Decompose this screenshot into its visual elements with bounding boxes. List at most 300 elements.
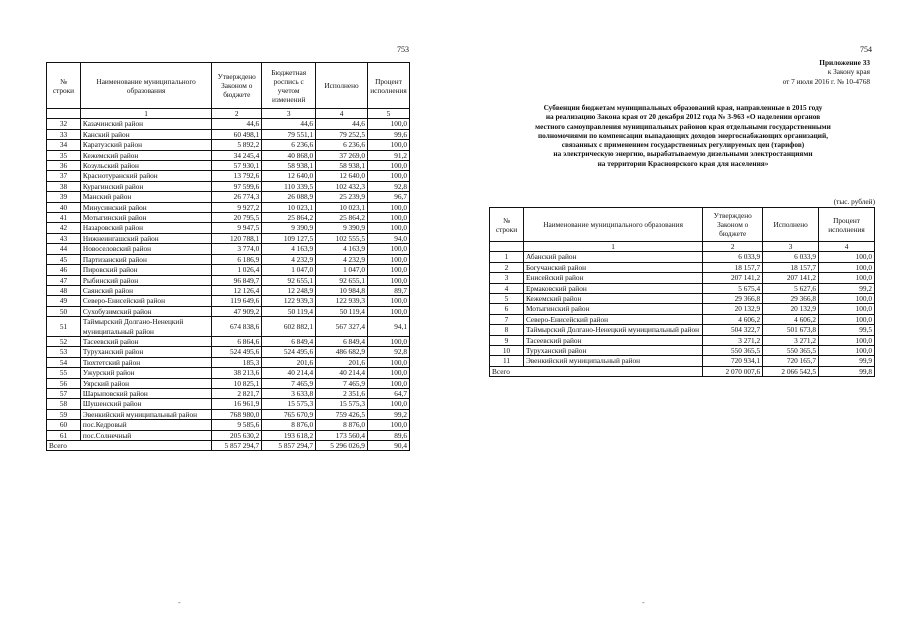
- row-number-cell: 50: [47, 306, 81, 316]
- budget-schedule-cell: 7 465,9: [262, 378, 316, 388]
- percent-cell: 100,0: [819, 294, 875, 304]
- table-row: [47, 244, 410, 254]
- table-row: [47, 213, 410, 223]
- col-header-row-number: № строки: [47, 63, 81, 109]
- executed-cell: 6 033,9: [763, 252, 819, 262]
- column-index-cell: [47, 109, 81, 119]
- row-number-cell: 40: [47, 202, 81, 212]
- row-number-cell: 51: [47, 317, 81, 337]
- executed-cell: 759 426,5: [316, 409, 368, 419]
- table-row: [47, 388, 410, 398]
- row-number-cell: 38: [47, 181, 81, 191]
- table-row: [490, 294, 875, 304]
- percent-cell: 94,1: [367, 317, 409, 337]
- executed-cell: 10 984,8: [316, 285, 368, 295]
- percent-cell: 92,8: [367, 347, 409, 357]
- approved-cell: 18 157,7: [703, 262, 763, 272]
- municipality-name-cell: Пировский район: [80, 265, 211, 275]
- municipality-name-cell: Нижнеингашский район: [80, 233, 211, 243]
- scan-mark: -: [642, 598, 645, 607]
- municipality-name-cell: Северо-Енисейский район: [523, 314, 702, 324]
- executed-cell: 486 682,9: [316, 347, 368, 357]
- executed-cell: 201,6: [316, 357, 368, 367]
- total-executed-cell: 5 296 026,9: [316, 441, 368, 451]
- budget-schedule-cell: 26 088,9: [262, 192, 316, 202]
- municipality-name-cell: Туруханский район: [523, 346, 702, 356]
- executed-cell: 5 627,6: [763, 283, 819, 293]
- executed-cell: 50 119,4: [316, 306, 368, 316]
- table-row: [490, 346, 875, 356]
- municipality-name-cell: Краснотуранский район: [80, 171, 211, 181]
- budget-schedule-cell: 6 849,4: [262, 336, 316, 346]
- col-header-executed: Исполнено: [763, 208, 819, 242]
- row-number-cell: 35: [47, 150, 81, 160]
- table-row: [47, 285, 410, 295]
- col-header-municipality: Наименование муниципального образования: [80, 63, 211, 109]
- municipality-name-cell: Кежемский район: [523, 294, 702, 304]
- table-row: [47, 202, 410, 212]
- municipality-name-cell: Туруханский район: [80, 347, 211, 357]
- percent-cell: 100,0: [367, 368, 409, 378]
- percent-cell: 100,0: [367, 223, 409, 233]
- municipality-name-cell: пос.Солнечный: [80, 430, 211, 440]
- percent-cell: 100,0: [819, 335, 875, 345]
- budget-schedule-cell: 524 495,6: [262, 347, 316, 357]
- column-index-cell: 2: [212, 109, 262, 119]
- approved-cell: 6 186,9: [212, 254, 262, 264]
- scan-mark: -: [178, 598, 181, 607]
- percent-cell: 100,0: [367, 306, 409, 316]
- percent-cell: 99,6: [367, 129, 409, 139]
- title-line: связанных с применением государственных регулируемых цен (тарифов): [561, 140, 805, 150]
- executed-cell: 25 239,9: [316, 192, 368, 202]
- municipality-name-cell: Эвенкийский муниципальный район: [523, 356, 702, 366]
- budget-schedule-cell: 9 390,9: [262, 223, 316, 233]
- executed-cell: 15 575,3: [316, 399, 368, 409]
- table-row: [47, 140, 410, 150]
- row-number-cell: 57: [47, 388, 81, 398]
- municipality-name-cell: Тасеевский район: [523, 335, 702, 345]
- percent-cell: 100,0: [819, 252, 875, 262]
- title-line: местного самоуправления муниципальных районов края отдельными государственными: [535, 121, 831, 131]
- budget-schedule-cell: 1 047,0: [262, 265, 316, 275]
- percent-cell: 99,2: [819, 283, 875, 293]
- table-row: [47, 378, 410, 388]
- approved-cell: 205 630,2: [212, 430, 262, 440]
- column-index-cell: 2: [703, 242, 763, 252]
- approved-cell: 6 033,9: [703, 252, 763, 262]
- percent-cell: 99,9: [819, 356, 875, 366]
- row-number-cell: 32: [47, 119, 81, 129]
- col-header-executed: Исполнено: [316, 63, 368, 109]
- municipality-name-cell: Абанский район: [523, 252, 702, 262]
- municipality-name-cell: Козульский район: [80, 161, 211, 171]
- budget-schedule-cell: 201,6: [262, 357, 316, 367]
- budget-schedule-cell: 6 236,6: [262, 140, 316, 150]
- table-row: [47, 171, 410, 181]
- col-header-percent: Процент исполнения: [819, 208, 875, 242]
- budget-schedule-cell: 92 655,1: [262, 275, 316, 285]
- budget-schedule-cell: 4 232,9: [262, 254, 316, 264]
- approved-cell: 5 675,4: [703, 283, 763, 293]
- right-page-number: 754: [860, 45, 872, 54]
- row-number-cell: 2: [490, 262, 524, 272]
- percent-cell: 99,5: [819, 325, 875, 335]
- municipality-name-cell: Минусинский район: [80, 202, 211, 212]
- title-line: на реализацию Закона края от 20 декабря 2012 года № 3-963 «О наделении органов: [545, 112, 821, 122]
- appendix-block: [700, 58, 870, 86]
- budget-schedule-cell: 44,6: [262, 119, 316, 129]
- municipality-name-cell: Енисейский район: [523, 273, 702, 283]
- table-row: [47, 181, 410, 191]
- percent-cell: 100,0: [367, 357, 409, 367]
- row-number-cell: 48: [47, 285, 81, 295]
- approved-cell: 9 585,6: [212, 420, 262, 430]
- percent-cell: 100,0: [367, 336, 409, 346]
- approved-cell: 29 366,8: [703, 294, 763, 304]
- percent-cell: 94,0: [367, 233, 409, 243]
- budget-schedule-cell: 12 640,0: [262, 171, 316, 181]
- budget-schedule-cell: 122 939,3: [262, 296, 316, 306]
- percent-cell: 100,0: [819, 273, 875, 283]
- percent-cell: 100,0: [819, 314, 875, 324]
- table-row: [47, 306, 410, 316]
- total-percent-cell: 99,8: [819, 366, 875, 376]
- row-number-cell: 8: [490, 325, 524, 335]
- left-subsidy-table: [46, 62, 410, 451]
- executed-cell: 4 232,9: [316, 254, 368, 264]
- total-budget-schedule-cell: 5 857 294,7: [262, 441, 316, 451]
- left-page-number: 753: [397, 45, 409, 54]
- row-number-cell: 1: [490, 252, 524, 262]
- municipality-name-cell: Партизанский район: [80, 254, 211, 264]
- row-number-cell: 9: [490, 335, 524, 345]
- col-header-approved: Утверждено Законом о бюджете: [703, 208, 763, 242]
- municipality-name-cell: Кежемский район: [80, 150, 211, 160]
- total-label-cell: Всего: [490, 366, 703, 376]
- title-line: полномочиями по компенсации выпадающих доходов энергоснабжающих организаций,: [537, 130, 829, 140]
- row-number-cell: 7: [490, 314, 524, 324]
- row-number-cell: 55: [47, 368, 81, 378]
- table-row: [47, 409, 410, 419]
- column-index-cell: 1: [523, 242, 702, 252]
- table-row: [47, 317, 410, 337]
- executed-cell: 550 365,5: [763, 346, 819, 356]
- table-row: [490, 356, 875, 366]
- budget-schedule-cell: 10 023,1: [262, 202, 316, 212]
- percent-cell: 100,0: [819, 346, 875, 356]
- approved-cell: 185,3: [212, 357, 262, 367]
- municipality-name-cell: Богучанский район: [523, 262, 702, 272]
- percent-cell: 100,0: [367, 171, 409, 181]
- row-number-cell: 3: [490, 273, 524, 283]
- executed-cell: 9 390,9: [316, 223, 368, 233]
- total-approved-cell: 2 070 007,6: [703, 366, 763, 376]
- approved-cell: 38 213,6: [212, 368, 262, 378]
- budget-schedule-cell: 109 127,5: [262, 233, 316, 243]
- municipality-name-cell: Курагинский район: [80, 181, 211, 191]
- municipality-name-cell: Уярский район: [80, 378, 211, 388]
- approved-cell: 16 961,9: [212, 399, 262, 409]
- column-index-cell: 4: [819, 242, 875, 252]
- column-index-cell: 1: [80, 109, 211, 119]
- approved-cell: 20 132,9: [703, 304, 763, 314]
- total-executed-cell: 2 066 542,5: [763, 366, 819, 376]
- executed-cell: 6 236,6: [316, 140, 368, 150]
- budget-schedule-cell: 3 633,8: [262, 388, 316, 398]
- total-row: [47, 441, 410, 451]
- executed-cell: 102 432,3: [316, 181, 368, 191]
- table-row: [490, 314, 875, 324]
- row-number-cell: 34: [47, 140, 81, 150]
- municipality-name-cell: Казачинский район: [80, 119, 211, 129]
- percent-cell: 92,8: [367, 181, 409, 191]
- budget-schedule-cell: 40 214,4: [262, 368, 316, 378]
- row-number-cell: 49: [47, 296, 81, 306]
- table-row: [490, 252, 875, 262]
- approved-cell: 47 909,2: [212, 306, 262, 316]
- col-header-percent: Процент исполнения: [367, 63, 409, 109]
- executed-cell: 567 327,4: [316, 317, 368, 337]
- municipality-name-cell: Назаровский район: [80, 223, 211, 233]
- table-row: [47, 336, 410, 346]
- row-number-cell: 43: [47, 233, 81, 243]
- approved-cell: 9 927,2: [212, 202, 262, 212]
- percent-cell: 100,0: [367, 213, 409, 223]
- approved-cell: 720 934,1: [703, 356, 763, 366]
- executed-cell: 3 271,2: [763, 335, 819, 345]
- table-row: [490, 262, 875, 272]
- percent-cell: 100,0: [367, 399, 409, 409]
- percent-cell: 96,7: [367, 192, 409, 202]
- executed-cell: 20 132,9: [763, 304, 819, 314]
- budget-schedule-cell: 602 882,1: [262, 317, 316, 337]
- table-row: [47, 347, 410, 357]
- approved-cell: 119 649,6: [212, 296, 262, 306]
- executed-cell: 1 047,0: [316, 265, 368, 275]
- percent-cell: 89,7: [367, 285, 409, 295]
- row-number-cell: 11: [490, 356, 524, 366]
- table-row: [47, 399, 410, 409]
- approved-cell: 44,6: [212, 119, 262, 129]
- row-number-cell: 5: [490, 294, 524, 304]
- table-row: [490, 283, 875, 293]
- executed-cell: 7 465,9: [316, 378, 368, 388]
- approved-cell: 3 271,2: [703, 335, 763, 345]
- municipality-name-cell: Манский район: [80, 192, 211, 202]
- row-number-cell: 45: [47, 254, 81, 264]
- executed-cell: 18 157,7: [763, 262, 819, 272]
- executed-cell: 173 560,4: [316, 430, 368, 440]
- right-subsidy-table: [489, 207, 875, 377]
- table-row: [47, 223, 410, 233]
- appendix-number: Приложение 33: [819, 58, 870, 67]
- executed-cell: 79 252,5: [316, 129, 368, 139]
- row-number-cell: 59: [47, 409, 81, 419]
- approved-cell: 57 930,1: [212, 161, 262, 171]
- approved-cell: 550 365,5: [703, 346, 763, 356]
- municipality-name-cell: Ужурский район: [80, 368, 211, 378]
- executed-cell: 37 269,0: [316, 150, 368, 160]
- appendix-date: от 7 июля 2016 г. № 10-4768: [782, 76, 870, 86]
- row-number-cell: 33: [47, 129, 81, 139]
- executed-cell: 207 141,2: [763, 273, 819, 283]
- budget-schedule-cell: 50 119,4: [262, 306, 316, 316]
- municipality-name-cell: Эвенкийский муниципальный район: [80, 409, 211, 419]
- table-row: [47, 129, 410, 139]
- column-index-cell: [490, 242, 524, 252]
- approved-cell: 60 498,1: [212, 129, 262, 139]
- percent-cell: 100,0: [367, 244, 409, 254]
- approved-cell: 20 795,5: [212, 213, 262, 223]
- executed-cell: 8 876,0: [316, 420, 368, 430]
- approved-cell: 96 849,7: [212, 275, 262, 285]
- col-header-municipality: Наименование муниципального образования: [523, 208, 702, 242]
- col-header-row-number: № строки: [490, 208, 524, 242]
- municipality-name-cell: Шушенский район: [80, 399, 211, 409]
- row-number-cell: 47: [47, 275, 81, 285]
- row-number-cell: 4: [490, 283, 524, 293]
- approved-cell: 13 792,6: [212, 171, 262, 181]
- total-label-cell: Всего: [47, 441, 212, 451]
- approved-cell: 3 774,0: [212, 244, 262, 254]
- total-row: [490, 366, 875, 376]
- appendix-law-ref: к Закону края: [827, 67, 870, 77]
- approved-cell: 504 322,7: [703, 325, 763, 335]
- col-header-approved: Утверждено Законом о бюджете: [212, 63, 262, 109]
- percent-cell: 100,0: [819, 262, 875, 272]
- percent-cell: 100,0: [819, 304, 875, 314]
- row-number-cell: 46: [47, 265, 81, 275]
- table-row: [47, 150, 410, 160]
- percent-cell: 100,0: [367, 161, 409, 171]
- percent-cell: 100,0: [367, 420, 409, 430]
- budget-schedule-cell: 15 575,3: [262, 399, 316, 409]
- percent-cell: 91,2: [367, 150, 409, 160]
- approved-cell: 6 864,6: [212, 336, 262, 346]
- table-row: [47, 119, 410, 129]
- executed-cell: 102 555,5: [316, 233, 368, 243]
- executed-cell: 4 606,2: [763, 314, 819, 324]
- row-number-cell: 39: [47, 192, 81, 202]
- executed-cell: 44,6: [316, 119, 368, 129]
- row-number-cell: 58: [47, 399, 81, 409]
- percent-cell: 99,2: [367, 409, 409, 419]
- row-number-cell: 61: [47, 430, 81, 440]
- table-row: [47, 357, 410, 367]
- executed-cell: 10 023,1: [316, 202, 368, 212]
- table-row: [490, 273, 875, 283]
- title-line: на электрическую энергию, вырабатываемую дизельными электростанциями: [553, 149, 813, 159]
- approved-cell: 120 788,1: [212, 233, 262, 243]
- municipality-name-cell: Северо-Енисейский район: [80, 296, 211, 306]
- percent-cell: 64,7: [367, 388, 409, 398]
- approved-cell: 1 026,4: [212, 265, 262, 275]
- municipality-name-cell: Канский район: [80, 129, 211, 139]
- row-number-cell: 44: [47, 244, 81, 254]
- executed-cell: 58 938,1: [316, 161, 368, 171]
- municipality-name-cell: Ермаковский район: [523, 283, 702, 293]
- budget-schedule-cell: 58 938,1: [262, 161, 316, 171]
- municipality-name-cell: Рыбинский район: [80, 275, 211, 285]
- table-row: [47, 265, 410, 275]
- executed-cell: 501 673,8: [763, 325, 819, 335]
- col-header-budget-schedule: Бюджетная роспись с учетом изменений: [262, 63, 316, 109]
- budget-schedule-cell: 4 163,9: [262, 244, 316, 254]
- table-row: [47, 296, 410, 306]
- title-line: Субвенции бюджетам муниципальных образований края, направленные в 2015 году: [543, 103, 823, 112]
- column-index-cell: 5: [367, 109, 409, 119]
- executed-cell: 122 939,3: [316, 296, 368, 306]
- units-label: (тыс. рублей): [833, 197, 875, 206]
- approved-cell: 97 599,6: [212, 181, 262, 191]
- approved-cell: 674 838,6: [212, 317, 262, 337]
- municipality-name-cell: Мотыгинский район: [523, 304, 702, 314]
- column-index-cell: 3: [262, 109, 316, 119]
- total-approved-cell: 5 857 294,7: [212, 441, 262, 451]
- row-number-cell: 52: [47, 336, 81, 346]
- document-title: [492, 103, 874, 168]
- approved-cell: 34 245,4: [212, 150, 262, 160]
- percent-cell: 100,0: [367, 378, 409, 388]
- row-number-cell: 36: [47, 161, 81, 171]
- row-number-cell: 41: [47, 213, 81, 223]
- municipality-name-cell: Мотыгинский район: [80, 213, 211, 223]
- municipality-name-cell: Тюхтетский район: [80, 357, 211, 367]
- approved-cell: 768 980,0: [212, 409, 262, 419]
- municipality-name-cell: Сухобузимский район: [80, 306, 211, 316]
- table-row: [490, 325, 875, 335]
- budget-schedule-cell: 12 248,9: [262, 285, 316, 295]
- executed-cell: 40 214,4: [316, 368, 368, 378]
- approved-cell: 4 606,2: [703, 314, 763, 324]
- budget-schedule-cell: 40 868,0: [262, 150, 316, 160]
- approved-cell: 26 774,3: [212, 192, 262, 202]
- budget-schedule-cell: 79 551,1: [262, 129, 316, 139]
- column-index-cell: 4: [316, 109, 368, 119]
- budget-schedule-cell: 193 618,2: [262, 430, 316, 440]
- municipality-name-cell: Каратузский район: [80, 140, 211, 150]
- table-row: [47, 368, 410, 378]
- budget-schedule-cell: 110 339,5: [262, 181, 316, 191]
- table-row: [47, 233, 410, 243]
- municipality-name-cell: Новоселовский район: [80, 244, 211, 254]
- table-row: [490, 335, 875, 345]
- percent-cell: 100,0: [367, 140, 409, 150]
- row-number-cell: 53: [47, 347, 81, 357]
- row-number-cell: 10: [490, 346, 524, 356]
- budget-schedule-cell: 25 864,2: [262, 213, 316, 223]
- row-number-cell: 56: [47, 378, 81, 388]
- executed-cell: 29 366,8: [763, 294, 819, 304]
- executed-cell: 6 849,4: [316, 336, 368, 346]
- budget-schedule-cell: 8 876,0: [262, 420, 316, 430]
- municipality-name-cell: пос.Кедровый: [80, 420, 211, 430]
- percent-cell: 100,0: [367, 265, 409, 275]
- municipality-name-cell: Таймырский Долгано-Ненецкий муниципальный район: [80, 317, 211, 337]
- title-line: на территории Красноярского края для населения»: [597, 158, 769, 168]
- percent-cell: 100,0: [367, 119, 409, 129]
- table-row: [47, 192, 410, 202]
- executed-cell: 4 163,9: [316, 244, 368, 254]
- column-index-row: [47, 109, 410, 119]
- percent-cell: 89,6: [367, 430, 409, 440]
- table-row: [47, 275, 410, 285]
- approved-cell: 9 947,5: [212, 223, 262, 233]
- percent-cell: 100,0: [367, 275, 409, 285]
- column-index-row: [490, 242, 875, 252]
- total-percent-cell: 90,4: [367, 441, 409, 451]
